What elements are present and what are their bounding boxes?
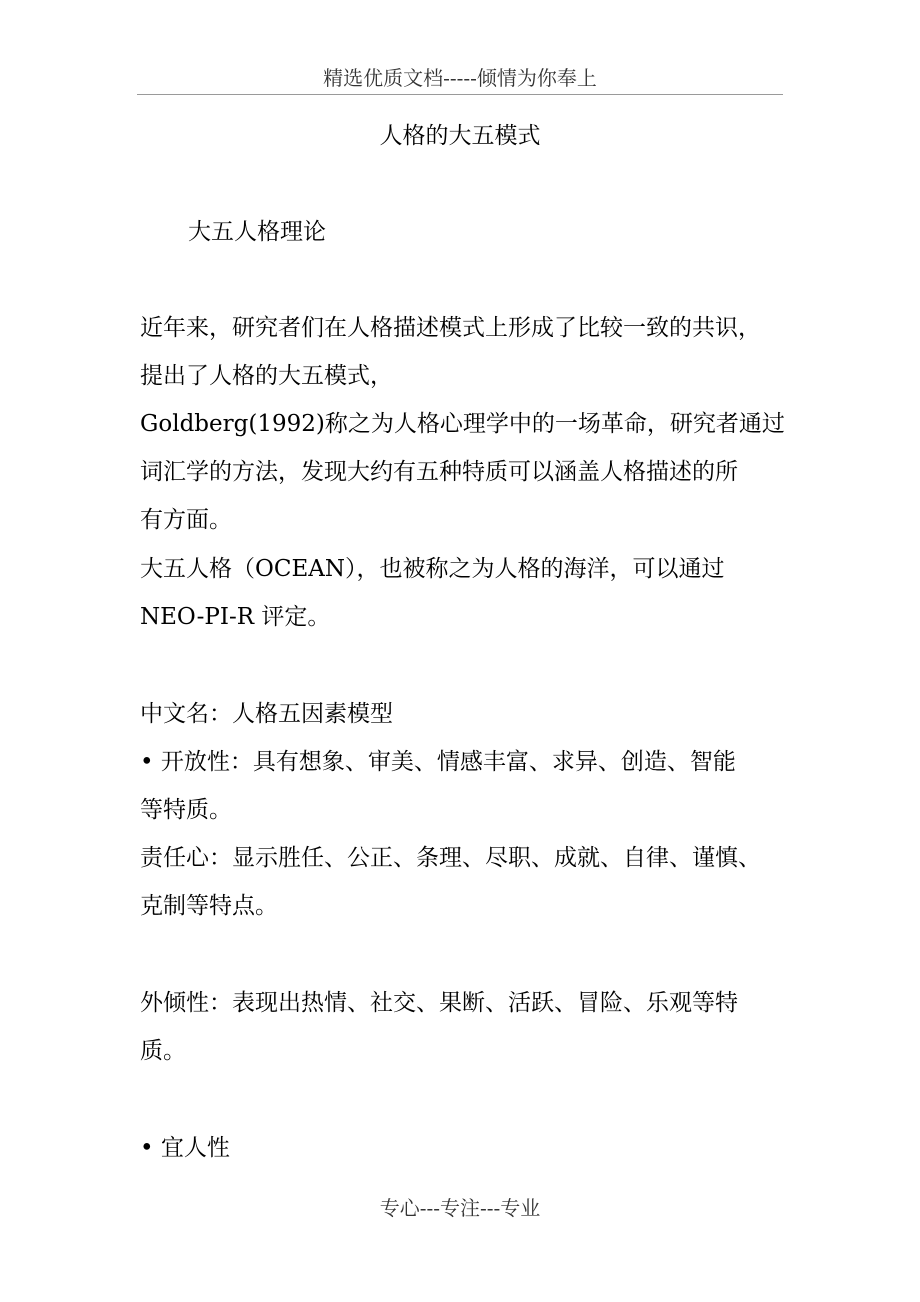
openness-line-2: 等特质。 — [140, 797, 232, 823]
agreeableness-line: • 宜人性 — [140, 1135, 230, 1161]
conscientiousness-line-1: 责任心：显示胜任、公正、条理、尽职、成就、自律、谨慎、 — [140, 845, 761, 871]
ocean-line-2: NEO-PI-R 评定。 — [140, 604, 331, 630]
ocean-line-1: 大五人格（OCEAN），也被称之为人格的海洋，可以通过 — [140, 556, 725, 582]
conscientiousness-line-2: 克制等特点。 — [140, 893, 278, 919]
extraversion-line-2: 质。 — [140, 1038, 186, 1064]
document-title: 人格的大五模式 — [379, 123, 541, 149]
intro-line-1: 近年来，研究者们在人格描述模式上形成了比较一致的共识， — [140, 315, 761, 341]
intro-line-2: 提出了人格的大五模式， — [140, 363, 393, 389]
section-heading: 大五人格理论 — [188, 219, 326, 245]
intro-line-4: 词汇学的方法，发现大约有五种特质可以涵盖人格描述的所 — [140, 459, 738, 485]
intro-line-5: 有方面。 — [140, 507, 232, 533]
intro-line-3: Goldberg(1992)称之为人格心理学中的一场革命，研究者通过 — [140, 411, 785, 437]
page-header: 精选优质文档-----倾情为你奉上 — [323, 66, 597, 90]
header-divider — [137, 94, 783, 95]
extraversion-line-1: 外倾性：表现出热情、社交、果断、活跃、冒险、乐观等特 — [140, 990, 738, 1016]
page-footer: 专心---专注---专业 — [379, 1196, 541, 1220]
chinese-name-line: 中文名：人格五因素模型 — [140, 701, 393, 727]
openness-line-1: • 开放性：具有想象、审美、情感丰富、求异、创造、智能 — [140, 749, 736, 775]
